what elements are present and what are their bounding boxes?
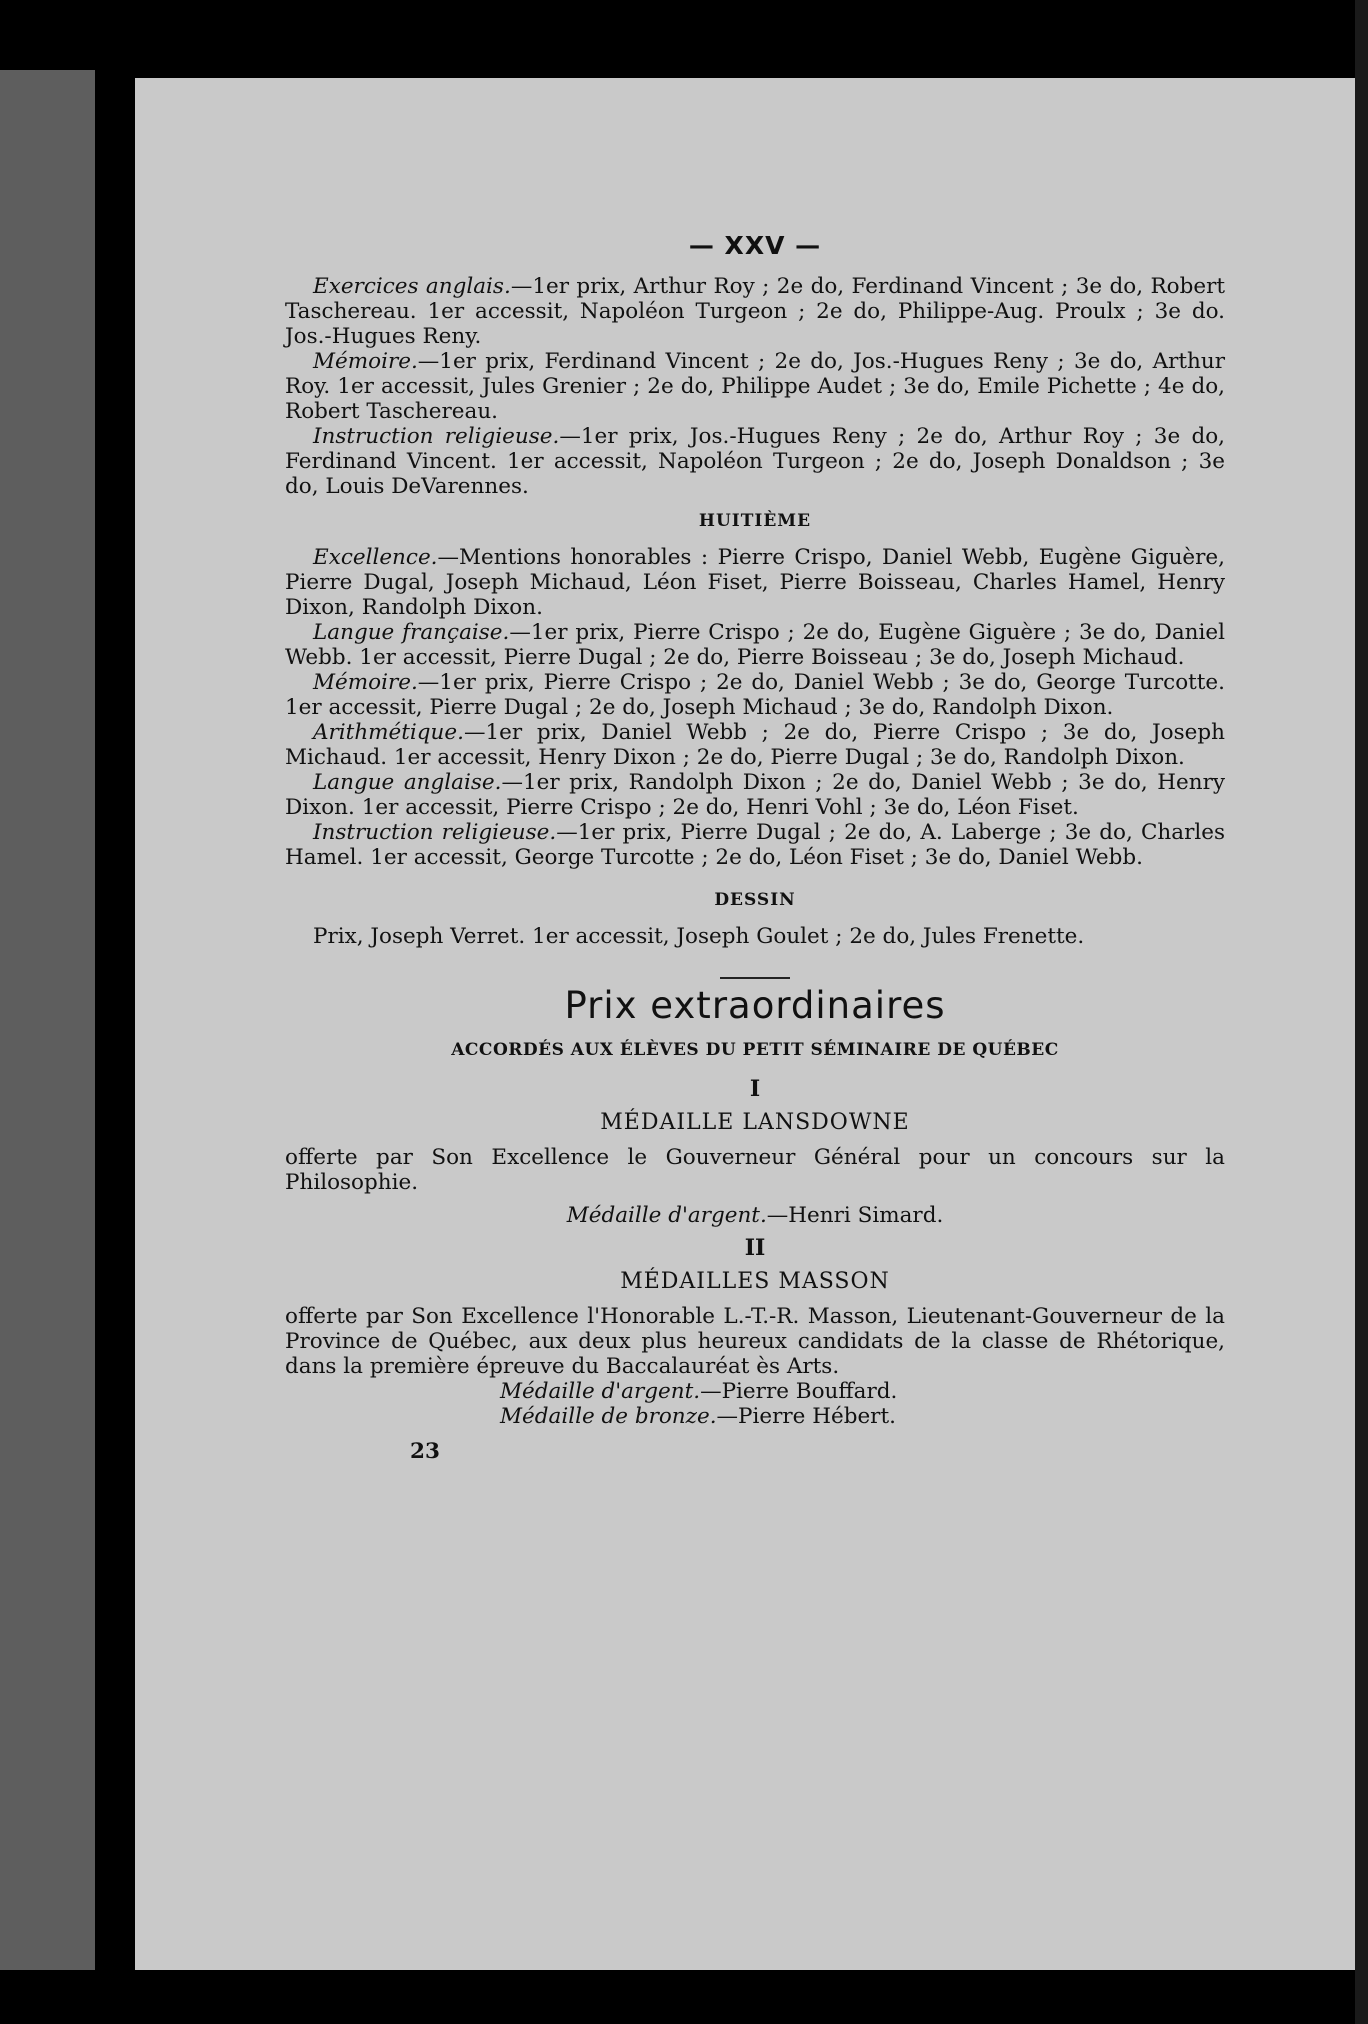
entry: [285, 274, 1225, 349]
entry-label: Arithmétique.: [313, 720, 464, 745]
entry: [285, 820, 1225, 870]
medal-description: offerte par Son Excellence l'Honorable L.-T.-R. Masson, Lieutenant-Gouverneur de la Province de Québec, aux deux plus heureux candidats de la classe de Rhétorique, dans la première épreuve du Baccalauréat ès Arts.: [285, 1304, 1225, 1379]
entry-label: Langue française.: [313, 620, 510, 645]
section-number-2: II: [744, 1235, 766, 1261]
dessin-entry: Prix, Joseph Verret. 1er accessit, Joseph Goulet ; 2e do, Jules Frenette.: [313, 924, 1085, 949]
entry-label: Excellence.: [313, 545, 438, 570]
entry-text: —Mentions honorables : Pierre Crispo, Daniel Webb, Eugène Giguère, Pierre Dugal, Joseph Michaud, Léon Fiset, Pierre Boisseau, Charles Hamel, Henry Dixon, Randolph Dixon.: [285, 545, 1225, 620]
medal-award-line: [500, 1379, 1225, 1404]
entry-label: Exercices anglais.: [313, 274, 511, 299]
medal-description: offerte par Son Excellence le Gouverneur Général pour un concours sur la Philosophie.: [285, 1145, 1225, 1195]
medal-title-masson: MÉDAILLES MASSON: [620, 1269, 890, 1294]
prix-title: Prix extraordinaires: [564, 984, 946, 1027]
entry-text: —1er prix, Pierre Crispo ; 2e do, Daniel Webb ; 3e do, George Turcotte. 1er accessit, Pierre Dugal ; 2e do, Joseph Michaud ; 3e do, Randolph Dixon.: [285, 670, 1225, 720]
entry-text: —1er prix, Randolph Dixon ; 2e do, Daniel Webb ; 3e do, Henry Dixon. 1er accessit, Pierre Crispo ; 2e do, Henri Vohl ; 3e do, Léon Fiset.: [285, 770, 1225, 820]
book-page: [135, 78, 1355, 1970]
section-number-1: I: [749, 1076, 761, 1102]
page-content: [285, 233, 1225, 1464]
medal-award-line: [500, 1404, 1225, 1429]
medal-award-winner: —Pierre Hébert.: [716, 1404, 896, 1429]
adjacent-page-edge: [0, 70, 95, 1970]
medal-award-label: Médaille d'argent.: [566, 1203, 767, 1228]
entry-label: Mémoire.: [313, 349, 418, 374]
section-heading-dessin: DESSIN: [714, 890, 796, 910]
scan-border: [1355, 0, 1368, 2024]
prix-subtitle: ACCORDÉS AUX ÉLÈVES DU PETIT SÉMINAIRE DE QUÉBEC: [451, 1040, 1059, 1060]
entry-text: —1er prix, Pierre Crispo ; 2e do, Eugène Giguère ; 3e do, Daniel Webb. 1er accessit, Pierre Dugal ; 2e do, Pierre Boisseau ; 3e do, Joseph Michaud.: [285, 620, 1225, 670]
entry: [285, 770, 1225, 820]
entry-label: Langue anglaise.: [313, 770, 502, 795]
medal-award-line: [285, 1203, 1225, 1228]
entry-text: —1er prix, Ferdinand Vincent ; 2e do, Jos.-Hugues Reny ; 3e do, Arthur Roy. 1er accessit, Jules Grenier ; 2e do, Philippe Audet ; 3e do, Emile Pichette ; 4e do, Robert Taschereau.: [285, 349, 1225, 424]
entry-text: —1er prix, Arthur Roy ; 2e do, Ferdinand Vincent ; 3e do, Robert Taschereau. 1er accessit, Napoléon Turgeon ; 2e do, Philippe-Aug. Proulx ; 3e do. Jos.-Hugues Reny.: [285, 274, 1226, 349]
page-number: 23: [410, 1439, 440, 1464]
entry: [285, 424, 1225, 499]
entry-text: —1er prix, Daniel Webb ; 2e do, Pierre Crispo ; 3e do, Joseph Michaud. 1er accessit, Henry Dixon ; 2e do, Pierre Dugal ; 3e do, Randolph Dixon.: [285, 720, 1225, 770]
section-heading-huitieme: HUITIÈME: [698, 511, 812, 531]
medal-award-winner: —Henri Simard.: [766, 1203, 944, 1228]
entry: [285, 349, 1225, 424]
entry-label: Mémoire.: [313, 670, 418, 695]
entry: [285, 620, 1225, 670]
entry: [285, 545, 1225, 620]
medal-title-lansdowne: MÉDAILLE LANSDOWNE: [600, 1110, 910, 1135]
entry: [285, 670, 1225, 720]
medal-award-label: Médaille de bronze.: [500, 1404, 717, 1429]
medal-award-winner: —Pierre Bouffard.: [700, 1379, 898, 1404]
entry-label: Instruction religieuse.: [313, 424, 560, 449]
entry-text: —1er prix, Pierre Dugal ; 2e do, A. Laberge ; 3e do, Charles Hamel. 1er accessit, George Turcotte ; 2e do, Léon Fiset ; 3e do, Daniel Webb.: [285, 820, 1225, 870]
medal-award-label: Médaille d'argent.: [500, 1379, 701, 1404]
divider-rule: [720, 977, 790, 979]
running-head: — XXV —: [688, 231, 822, 260]
entry-text: —1er prix, Jos.-Hugues Reny ; 2e do, Arthur Roy ; 3e do, Ferdinand Vincent. 1er accessit, Napoléon Turgeon ; 2e do, Joseph Donaldson ; 3e do, Louis DeVarennes.: [285, 424, 1225, 499]
entry-label: Instruction religieuse.: [313, 820, 557, 845]
entry: [285, 720, 1225, 770]
